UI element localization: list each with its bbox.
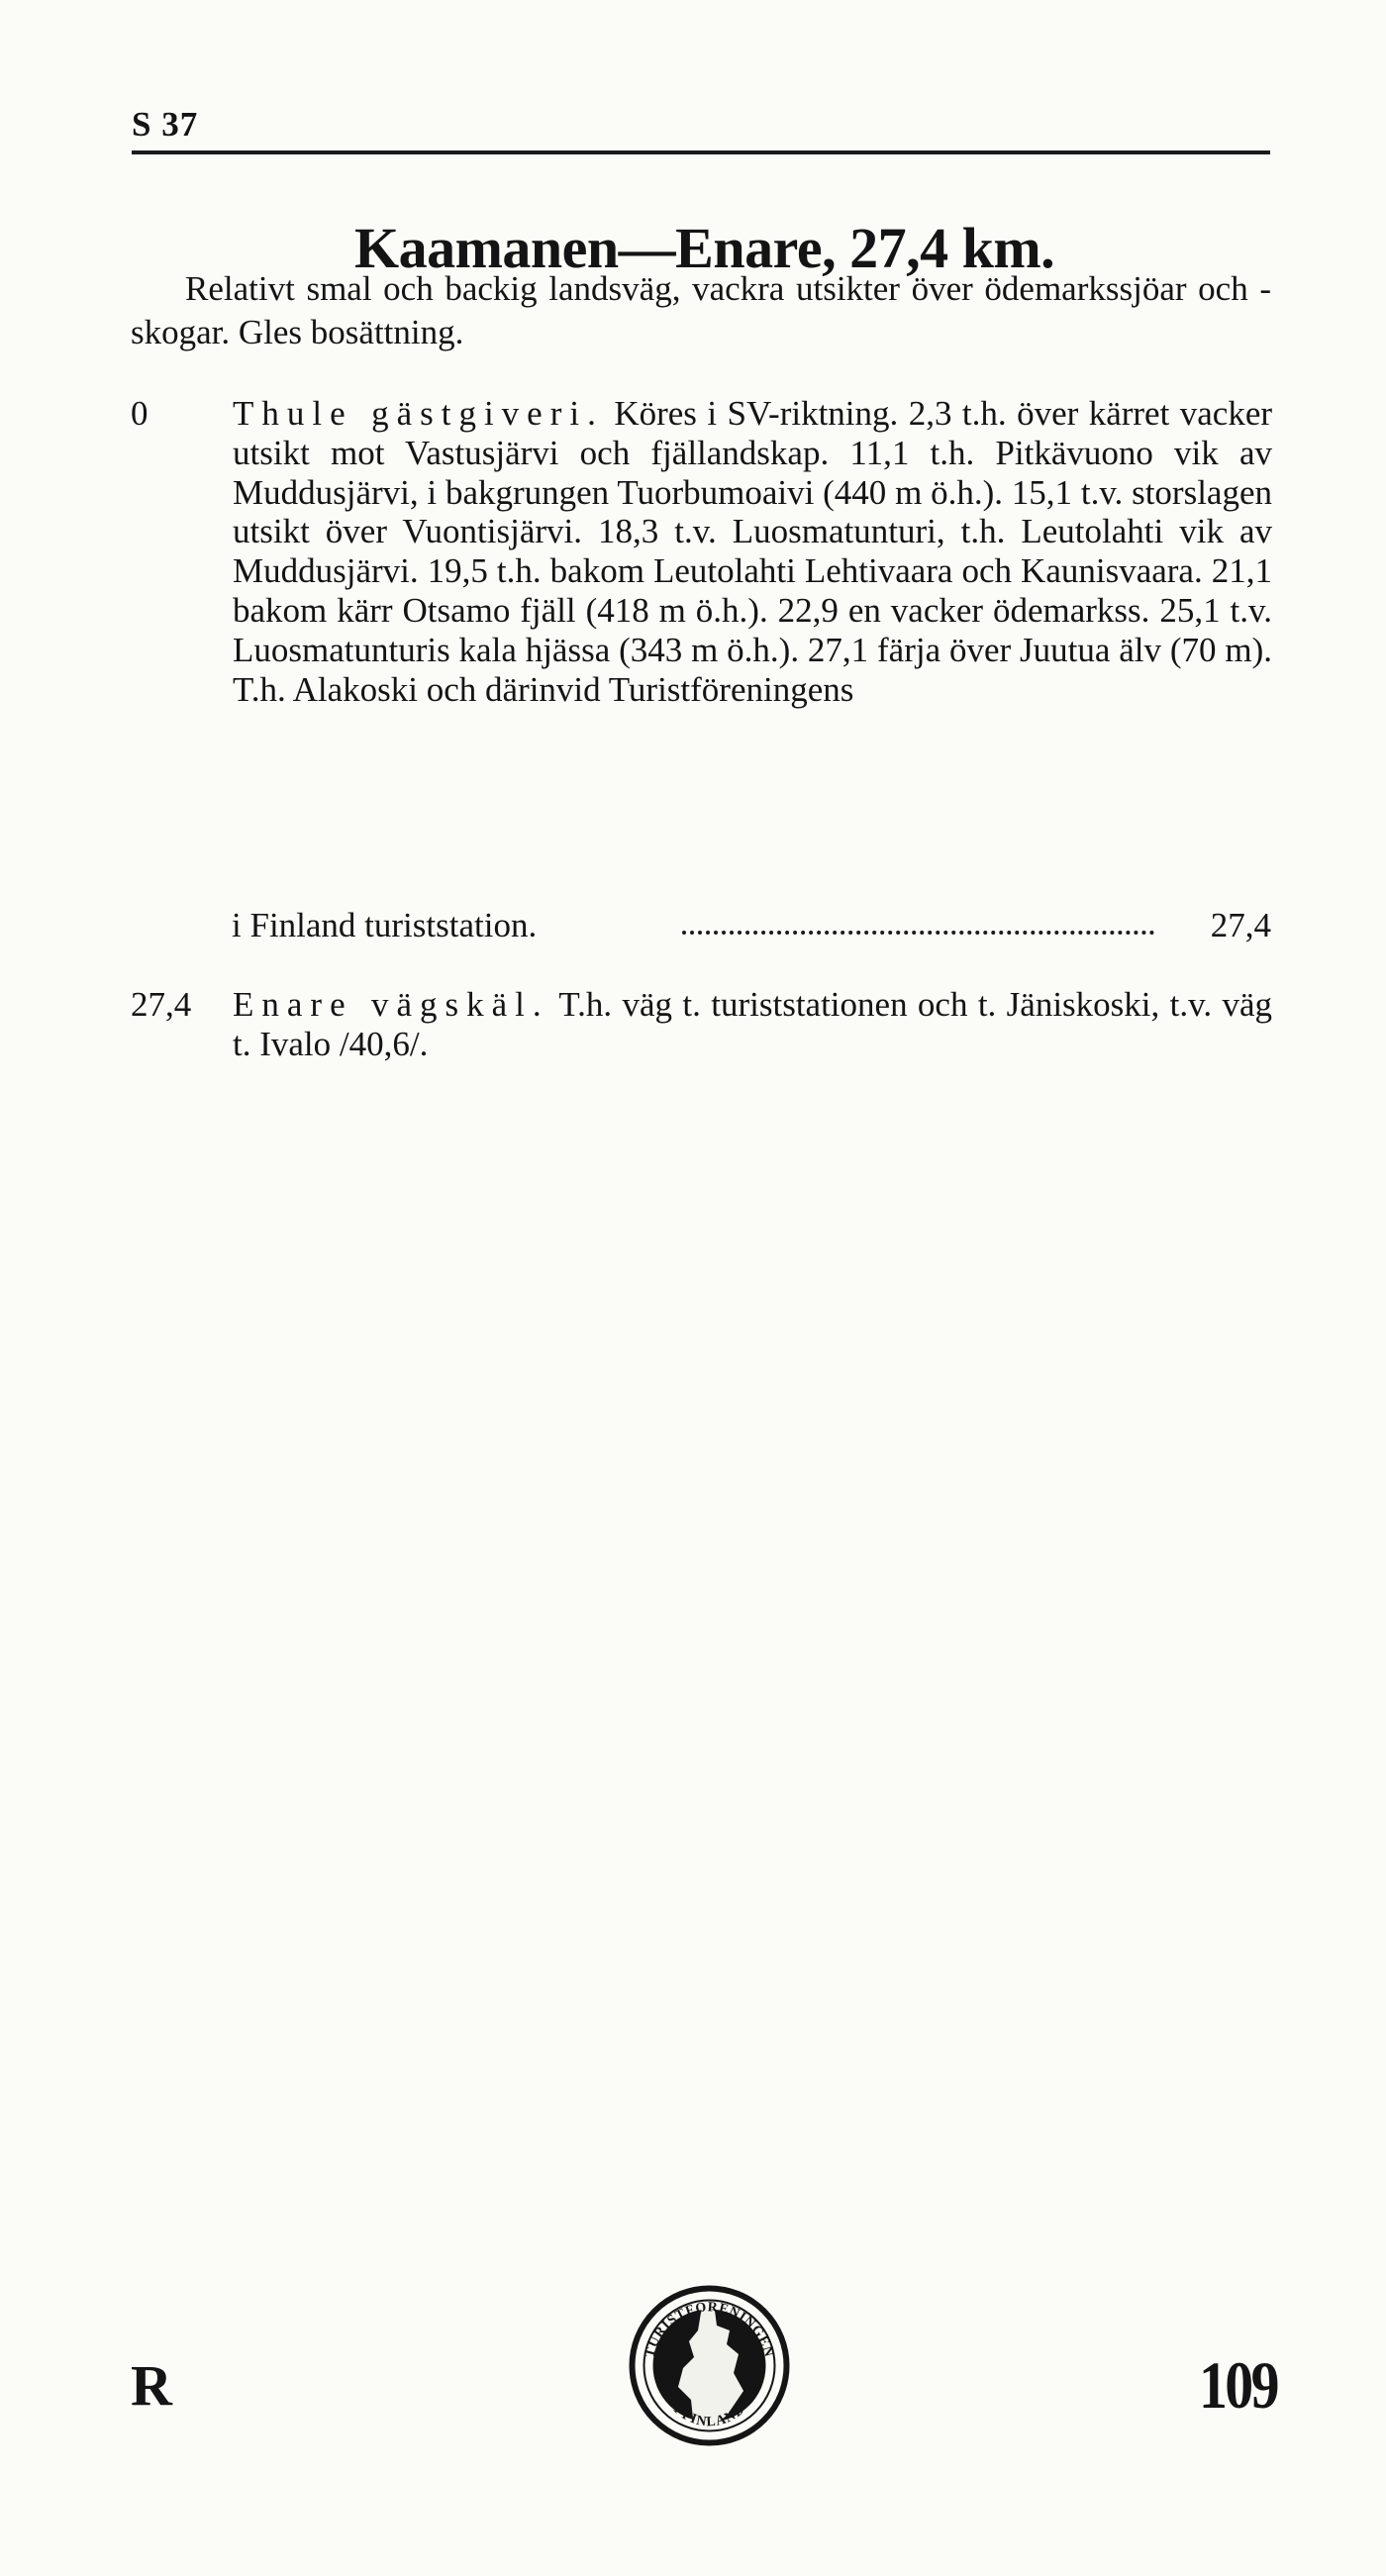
route-title: Kaamanen—Enare, 27,4 km. <box>354 215 1055 280</box>
emblem-top-text: TURISTFÖRENINGEN <box>643 2300 776 2359</box>
place-name: Enare vägskäl. <box>233 985 549 1024</box>
turistforeningen-emblem <box>627 2283 792 2448</box>
entry-distance: 0 <box>131 394 148 433</box>
turiststation-leader-line <box>232 906 1271 945</box>
place-name: Thule gästgiveri. <box>233 394 604 433</box>
page-number: 109 <box>1198 2347 1277 2423</box>
section-code: S 37 <box>132 105 199 144</box>
entry-text: T.h. väg t. turiststationen och t. Jäniskoski, t.v. väg t. Ivalo /40,6/. <box>233 985 1272 1063</box>
entry-text: Köres i SV-riktning. 2,3 t.h. över kärret vacker utsikt mot Vastusjärvi och fjällandskap. 11,1 t.h. Pitkävuono vik av Muddusjärvi, i bakgrungen Tuorbumoaivi (440 m ö.h.). 15,1 t.v. storslagen utsikt över Vuontisjärvi. 18,3 t.v. Luosmatunturi, t.h. Leutolahti vik av Muddusjärvi. 19,5 t.h. bakom Leutolahti Lehtivaara och Kaunisvaara. 21,1 bakom kärr Otsamo fjäll (418 m ö.h.). 22,9 en vacker ödemarkss. 25,1 t.v. Luosmatunturis kala hjässa (343 m ö.h.). 27,1 färja över Juutua älv (70 m). T.h. Alakoski och därinvid Turistföreningens <box>233 394 1273 709</box>
entry-distance: 27,4 <box>131 985 192 1024</box>
entry-description <box>233 985 1272 1064</box>
entry-description <box>233 394 1272 709</box>
leader-distance: 27,4 <box>1210 906 1271 944</box>
running-head <box>132 105 1270 154</box>
route-description: Relativt smal och backig landsväg, vackra utsikter över ödemarkssjöar och -skogar. Gles bosättning. <box>131 269 1271 351</box>
emblem-bottom-text: I FINLAND <box>670 2402 748 2430</box>
dotted-leader <box>682 931 1154 935</box>
footer-letter: R <box>131 2353 172 2418</box>
leader-label: i Finland turiststation. <box>232 906 545 945</box>
